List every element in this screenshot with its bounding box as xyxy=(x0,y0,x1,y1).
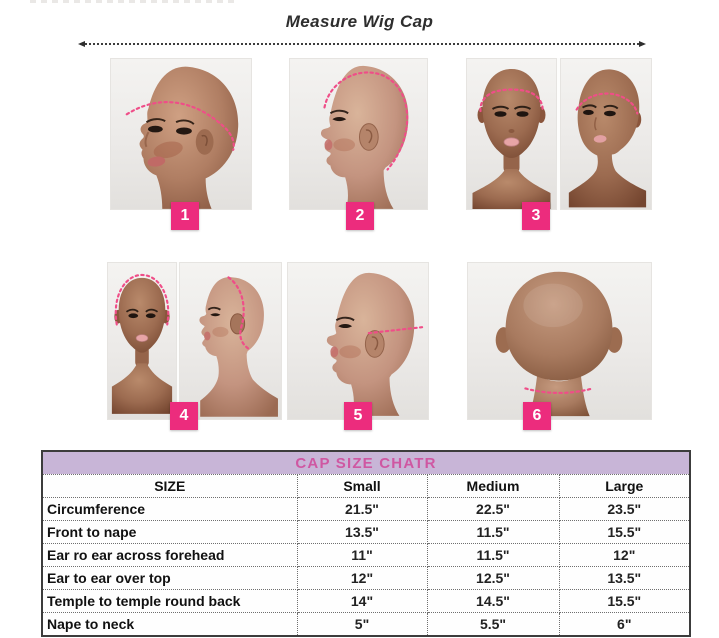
mannequin-head-profile-icon xyxy=(290,59,427,209)
divider-dotted-line xyxy=(85,43,639,45)
mannequin-head-back-icon xyxy=(468,263,651,419)
title-divider xyxy=(78,40,646,47)
cap-size-chart-table xyxy=(41,450,691,637)
step-6-badge: 6 xyxy=(523,402,551,430)
photo-step-1-circumference xyxy=(110,58,252,210)
photo-step-4-ear-to-ear-over-top xyxy=(107,262,282,420)
value-cell: 14" xyxy=(297,590,427,613)
step-5-badge: 5 xyxy=(344,402,372,430)
step-1-badge: 1 xyxy=(171,202,199,230)
table-row xyxy=(42,590,690,613)
top-crop-artifact xyxy=(30,0,235,3)
table-row xyxy=(42,521,690,544)
table-title: CAP SIZE CHATR xyxy=(42,451,690,475)
value-cell: 15.5" xyxy=(559,590,690,613)
value-cell: 5.5" xyxy=(427,613,559,637)
photo-step-2-front-to-nape xyxy=(289,58,428,210)
column-header-large: Large xyxy=(559,475,690,498)
value-cell: 11.5" xyxy=(427,521,559,544)
column-header-size: SIZE xyxy=(42,475,297,498)
value-cell: 21.5" xyxy=(297,498,427,521)
column-header-small: Small xyxy=(297,475,427,498)
mannequin-head-front-icon xyxy=(467,59,556,209)
table-row xyxy=(42,613,690,637)
table-row xyxy=(42,567,690,590)
step-3-badge: 3 xyxy=(522,202,550,230)
value-cell: 11.5" xyxy=(427,544,559,567)
value-cell: 5" xyxy=(297,613,427,637)
table-header-row xyxy=(42,475,690,498)
divider-right-arrow-icon xyxy=(639,41,646,47)
step-2-badge: 2 xyxy=(346,202,374,230)
value-cell: 11" xyxy=(297,544,427,567)
table-row xyxy=(42,498,690,521)
photo-step-3-quarter-pane xyxy=(560,58,652,210)
value-cell: 22.5" xyxy=(427,498,559,521)
value-cell: 15.5" xyxy=(559,521,690,544)
value-cell: 12" xyxy=(559,544,690,567)
mannequin-head-profile-icon xyxy=(180,263,281,419)
photo-step-3-front-pane xyxy=(466,58,557,210)
value-cell: 23.5" xyxy=(559,498,690,521)
mannequin-head-three-quarter-icon xyxy=(111,59,251,209)
value-cell: 6" xyxy=(559,613,690,637)
step-4-badge: 4 xyxy=(170,402,198,430)
page-title: Measure Wig Cap xyxy=(285,12,434,31)
value-cell: 12" xyxy=(297,567,427,590)
row-label: Nape to neck xyxy=(42,613,297,637)
row-label: Circumference xyxy=(42,498,297,521)
table-row xyxy=(42,544,690,567)
row-label: Front to nape xyxy=(42,521,297,544)
photo-step-4-front-pane xyxy=(107,262,177,420)
value-cell: 14.5" xyxy=(427,590,559,613)
value-cell: 13.5" xyxy=(297,521,427,544)
row-label: Ear ro ear across forehead xyxy=(42,544,297,567)
value-cell: 13.5" xyxy=(559,567,690,590)
photo-step-4-profile-pane xyxy=(179,262,282,420)
photo-step-3-ear-to-ear-forehead xyxy=(466,58,652,210)
value-cell: 12.5" xyxy=(427,567,559,590)
row-label: Ear to ear over top xyxy=(42,567,297,590)
divider-left-arrow-icon xyxy=(78,41,85,47)
mannequin-head-three-quarter-icon xyxy=(561,59,651,209)
mannequin-head-front-icon xyxy=(108,263,176,419)
column-header-medium: Medium xyxy=(427,475,559,498)
row-label: Temple to temple round back xyxy=(42,590,297,613)
photo-step-5-temple-to-temple xyxy=(287,262,429,420)
photo-step-6-nape-to-neck xyxy=(467,262,652,420)
table-title-row xyxy=(42,451,690,475)
mannequin-head-profile-icon xyxy=(288,263,428,419)
